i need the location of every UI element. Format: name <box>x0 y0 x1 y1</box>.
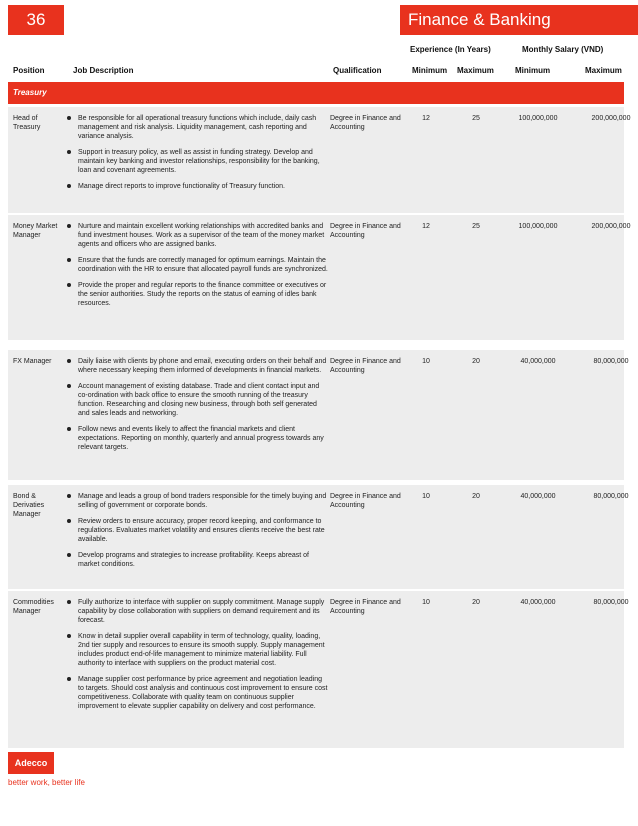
job-description-cell <box>66 222 328 315</box>
table-row <box>8 485 629 589</box>
salary-min-cell: 100,000,000 <box>518 223 558 230</box>
description-bullet: Nurture and maintain excellent working relationships with accredited banks and fund investment houses. Work as a supervisor of the team of the money market agents and officers who are assigned banks. <box>66 222 328 249</box>
description-bullet: Daily liaise with clients by phone and email, executing orders on their behalf and where necessary keeping them informed of developments in financial markets. <box>66 357 328 375</box>
job-description-cell <box>66 598 328 718</box>
position-cell: Money Market Manager <box>13 223 58 239</box>
job-description-cell <box>66 357 328 459</box>
experience-max-cell: 25 <box>472 115 480 122</box>
page-number: 36 <box>8 5 64 35</box>
description-bullet: Account management of existing database. Trade and client contact input and co-ordination with back office to ensure the smooth running of the treasury function. Researching and closing new business, through both self generated and sales leads and networking. <box>66 382 328 418</box>
position-cell: Bond & Derivaties Manager <box>13 493 45 518</box>
job-description-header: Job Description <box>73 66 134 75</box>
position-header: Position <box>13 66 45 75</box>
tagline: better work, better life <box>8 778 85 787</box>
salary-max-cell: 200,000,000 <box>591 115 631 122</box>
experience-min-cell: 10 <box>422 493 430 500</box>
description-bullet: Manage supplier cost performance by price agreement and negotiation leading to targets. Should cost analysis and continuous cost improvement to ensure cost competitiveness. Collaborate with quality team on continuous supplier improvement to elevate supplier capability on delivery and cost performance. <box>66 675 328 711</box>
description-bullet: Fully authorize to interface with supplier on supply commitment. Manage supply capability by close collaboration with suppliers on demand requirement and its forecast. <box>66 598 328 625</box>
salary-max-header: Maximum <box>585 66 622 75</box>
position-cell: Commodities Manager <box>13 599 54 615</box>
job-description-cell <box>66 114 328 198</box>
experience-max-cell: 25 <box>472 223 480 230</box>
salary-max-cell: 80,000,000 <box>593 493 629 500</box>
qualification-cell: Degree in Finance and Accounting <box>330 223 401 239</box>
description-bullet: Manage direct reports to improve functionality of Treasury function. <box>66 182 328 191</box>
description-bullet: Ensure that the funds are correctly managed for optimum earnings. Maintain the coordination with the HR to ensure that allocated payroll funds are synchronized. <box>66 256 328 274</box>
salary-max-cell: 80,000,000 <box>593 358 629 365</box>
description-bullet: Follow news and events likely to affect the financial markets and client expectations. Reporting on monthly, quarterly and annual progress towards any relevant targets. <box>66 425 328 452</box>
salary-min-cell: 40,000,000 <box>520 599 556 606</box>
experience-max-header: Maximum <box>457 66 494 75</box>
salary-min-cell: 40,000,000 <box>520 358 556 365</box>
salary-min-header: Minimum <box>515 66 551 75</box>
group-row-treasury <box>8 82 624 104</box>
experience-min-cell: 10 <box>422 599 430 606</box>
experience-min-cell: 12 <box>422 223 430 230</box>
description-bullet: Review orders to ensure accuracy, proper record keeping, and conformance to regulations. Evaluates market volatility and ensures clients receive the best rate available. <box>66 517 328 544</box>
qualification-cell: Degree in Finance and Accounting <box>330 599 401 615</box>
description-bullet: Be responsible for all operational treasury functions which include, daily cash management and risk analysis. Liquidity management, cash reporting and variance analysis. <box>66 114 328 141</box>
salary-max-cell: 80,000,000 <box>593 599 629 606</box>
group-label: Treasury <box>13 88 47 97</box>
table-row <box>8 107 631 213</box>
position-cell: Head of Treasury <box>13 115 41 131</box>
table-row <box>8 350 629 480</box>
section-title: Finance & Banking <box>400 5 638 35</box>
salary-min-cell: 100,000,000 <box>518 115 558 122</box>
salary-group-header: Monthly Salary (VND) <box>522 45 604 54</box>
qualification-cell: Degree in Finance and Accounting <box>330 115 401 131</box>
experience-min-header: Minimum <box>412 66 448 75</box>
table-row <box>8 215 631 340</box>
experience-min-cell: 10 <box>422 358 430 365</box>
qualification-cell: Degree in Finance and Accounting <box>330 493 401 509</box>
experience-max-cell: 20 <box>472 493 480 500</box>
job-description-cell <box>66 492 328 576</box>
salary-min-cell: 40,000,000 <box>520 493 556 500</box>
description-bullet: Know in detail supplier overall capability in term of technology, quality, loading, 2nd tier supply and resources to ensure its smooth supply. Supply management includes product end-of-life management to minimize material liability. Full authority to interface with suppliers on the product material cost. <box>66 632 328 668</box>
description-bullet: Provide the proper and regular reports to the finance committee or executives or the senior authorities. Study the reports on the status of earning of idles bank resources. <box>66 281 328 308</box>
adecco-logo: Adecco <box>8 752 54 774</box>
position-cell: FX Manager <box>13 358 52 365</box>
experience-max-cell: 20 <box>472 358 480 365</box>
qualification-cell: Degree in Finance and Accounting <box>330 358 401 374</box>
description-bullet: Support in treasury policy, as well as assist in funding strategy. Develop and maintain key banking and investor relationships, responsibility for the banking, loan and covenant agreements. <box>66 148 328 175</box>
qualification-header: Qualification <box>333 66 382 75</box>
salary-max-cell: 200,000,000 <box>591 223 631 230</box>
description-bullet: Develop programs and strategies to increase profitability. Keeps abreast of market conditions. <box>66 551 328 569</box>
table-row <box>8 591 629 748</box>
experience-max-cell: 20 <box>472 599 480 606</box>
experience-group-header: Experience (In Years) <box>410 45 491 54</box>
description-bullet: Manage and leads a group of bond traders responsible for the timely buying and selling of government or corporate bonds. <box>66 492 328 510</box>
experience-min-cell: 12 <box>422 115 430 122</box>
